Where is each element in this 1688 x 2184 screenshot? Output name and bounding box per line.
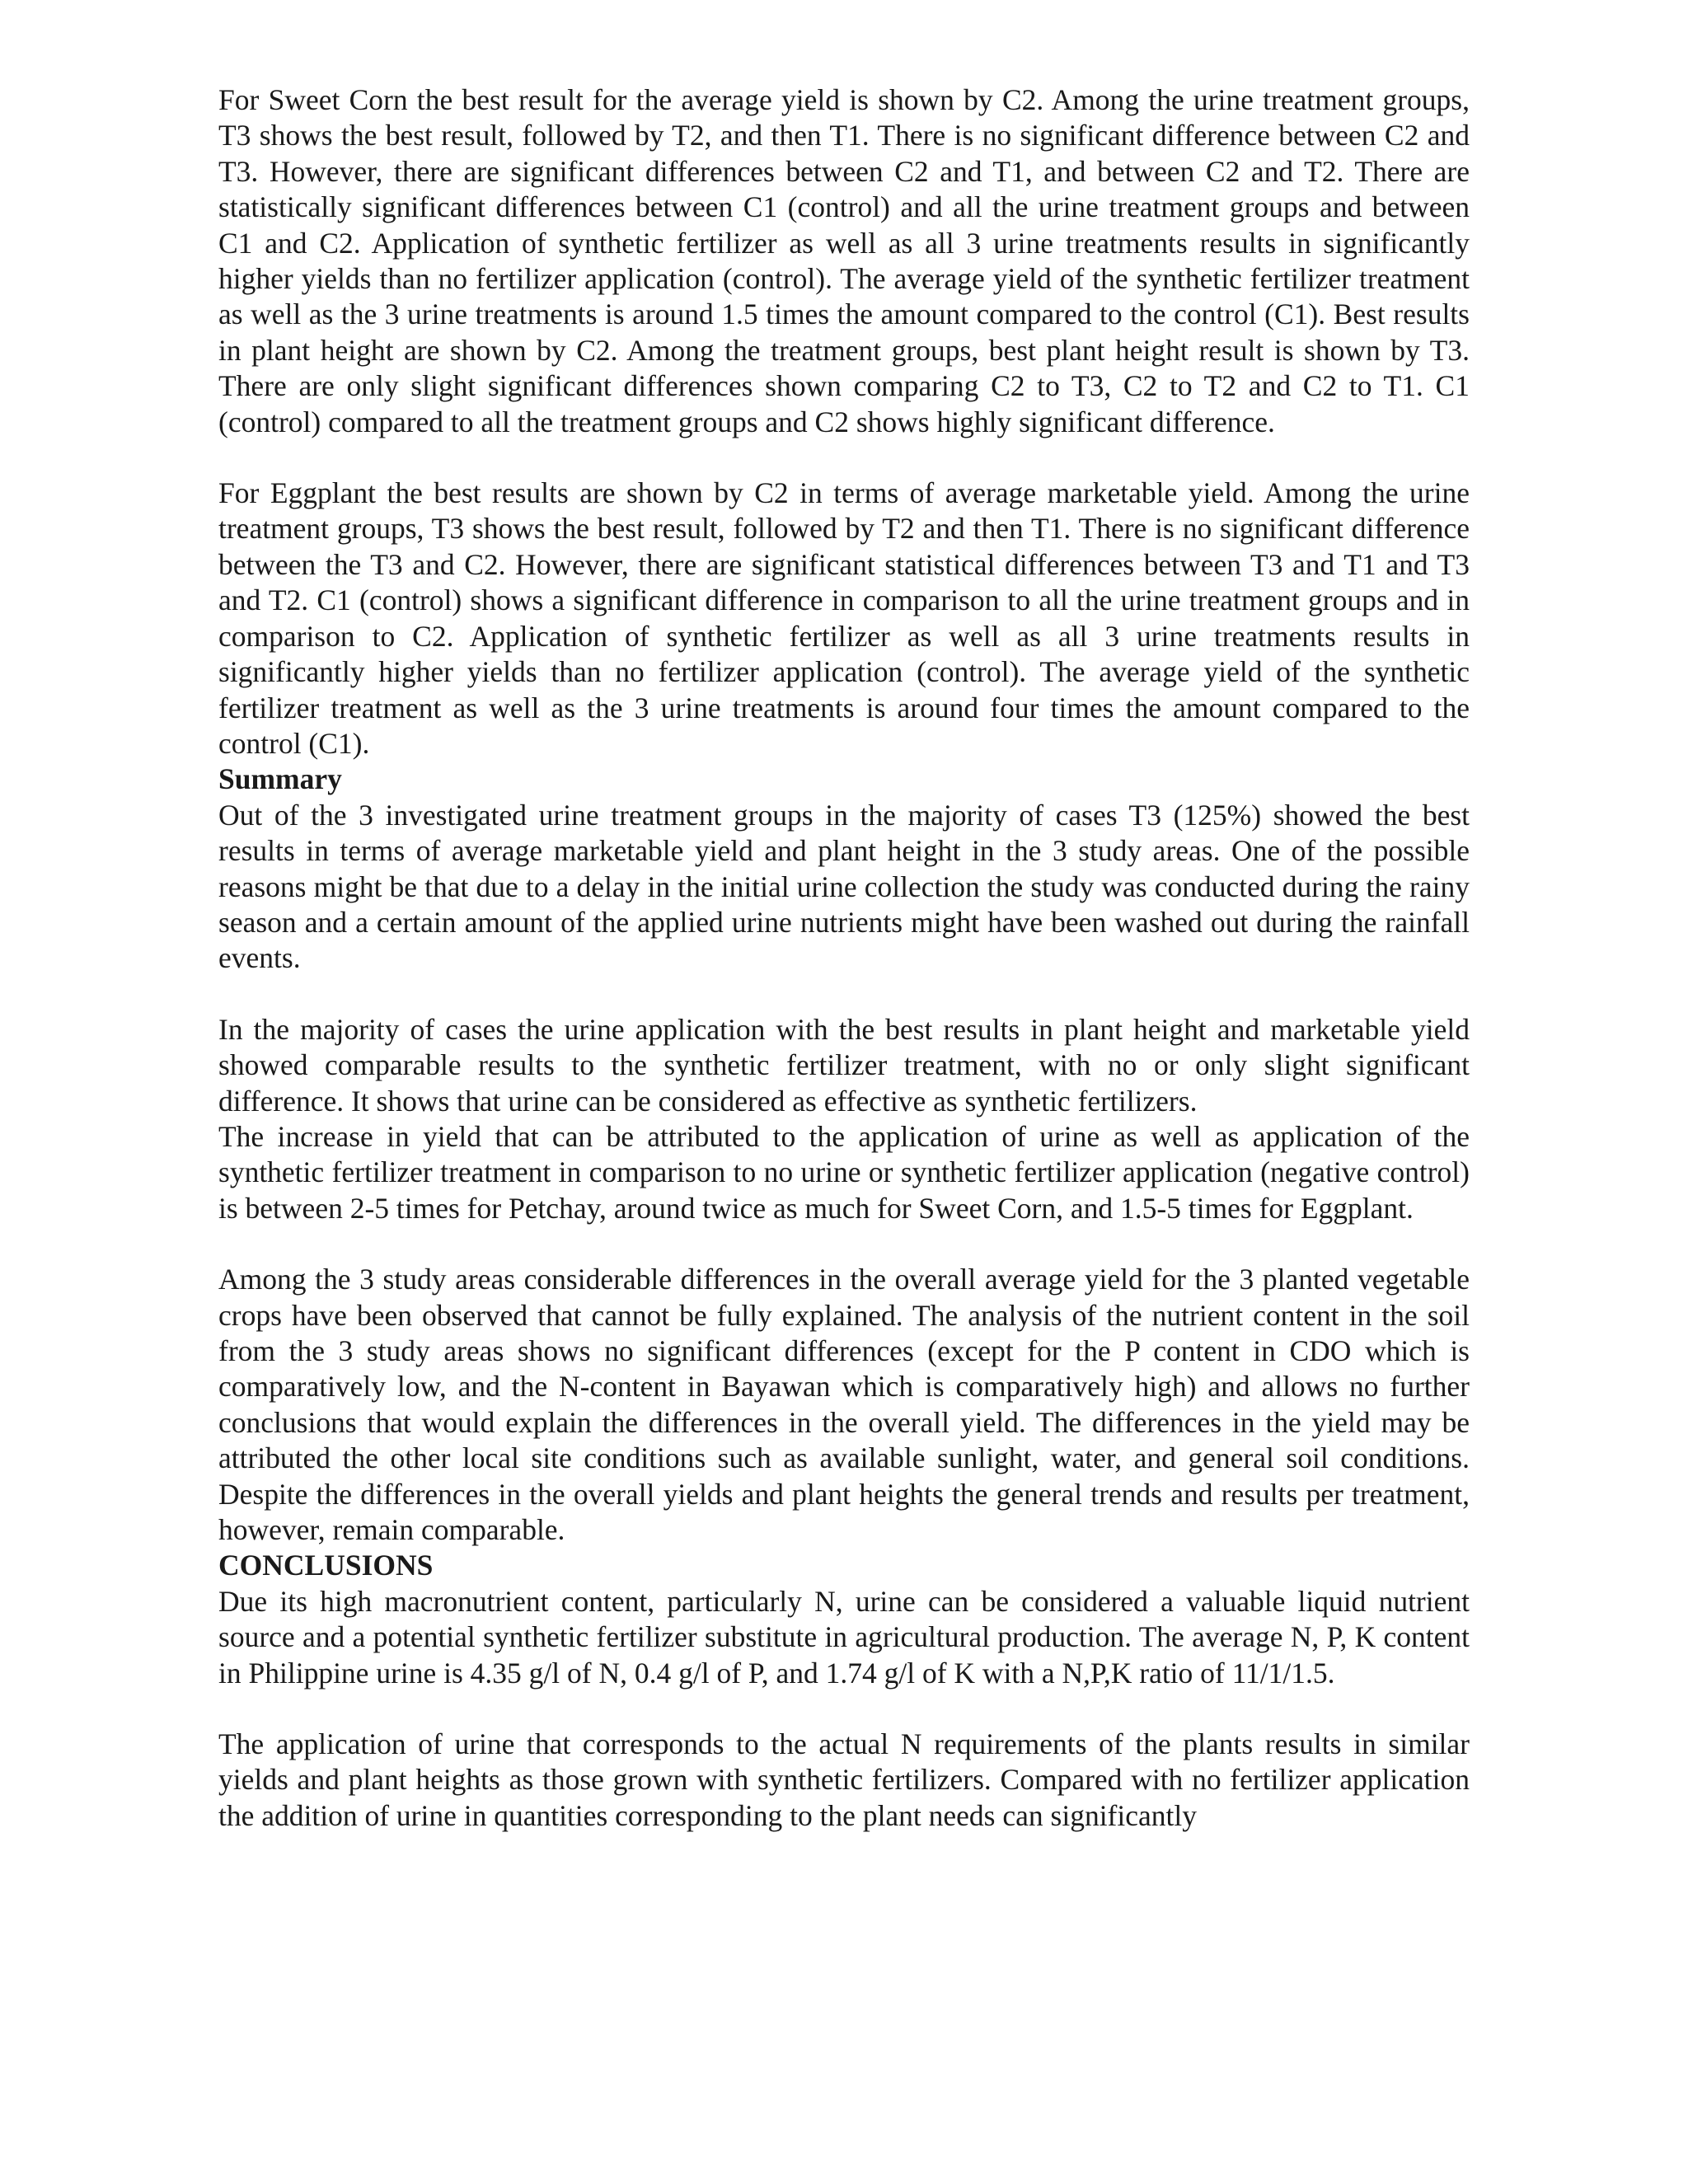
summary-heading: Summary — [218, 762, 342, 796]
conclusions-paragraph-1: Due its high macronutrient content, particularly N, urine can be considered a valuable liquid nutrient source and a potential synthetic fertilizer substitute in agricultural production. The average N, P, K content in Philippine urine is 4.35 g/l of N, 0.4 g/l of P, and 1.74 g/l of K with a N,P,K ratio of 11/1/1.5. — [218, 1584, 1470, 1690]
summary-paragraph-2: In the majority of cases the urine application with the best results in plant height and marketable yield showed comparable results to the synthetic fertilizer treatment, with no or only slight significant difference. It shows that urine can be considered as effective as synthetic fertilizers. — [218, 1012, 1470, 1118]
summary-paragraph-1: Out of the 3 investigated urine treatment groups in the majority of cases T3 (125%) showed the best results in terms of average marketable yield and plant height in the 3 study areas. One of the possible reasons might be that due to a delay in the initial urine collection the study was conducted during the rainy season and a certain amount of the applied urine nutrients might have been washed out during the rainfall events. — [218, 798, 1470, 975]
document-page — [218, 82, 1470, 1834]
sweet-corn-paragraph: For Sweet Corn the best result for the average yield is shown by C2. Among the urine treatment groups, T3 shows the best result, followed by T2, and then T1. There is no significant difference between C2 and T3. However, there are significant differences between C2 and T1, and between C2 and T2. There are statistically significant differences between C1 (control) and all the urine treatment groups and between C1 and C2. Application of synthetic fertilizer as well as all 3 urine treatments results in significantly higher yields than no fertilizer application (control). The average yield of the synthetic fertilizer treatment as well as the 3 urine treatments is around 1.5 times the amount compared to the control (C1). Best results in plant height are shown by C2. Among the treatment groups, best plant height result is shown by T3. There are only slight significant differences shown comparing C2 to T3, C2 to T2 and C2 to T1. C1 (control) compared to all the treatment groups and C2 shows highly significant difference. — [218, 83, 1470, 438]
conclusions-paragraph-2: The application of urine that corresponds to the actual N requirements of the plants results in similar yields and plant heights as those grown with synthetic fertilizers. Compared with no fertilizer application the addition of urine in quantities corresponding to the plant needs can significantly — [218, 1727, 1470, 1832]
summary-paragraph-3: The increase in yield that can be attributed to the application of urine as well as application of the synthetic fertilizer treatment in comparison to no urine or synthetic fertilizer application (negative control) is between 2-5 times for Petchay, around twice as much for Sweet Corn, and 1.5-5 times for Eggplant. — [218, 1119, 1470, 1225]
conclusions-heading: CONCLUSIONS — [218, 1549, 434, 1582]
summary-paragraph-4: Among the 3 study areas considerable differences in the overall average yield for the 3 planted vegetable crops have been observed that cannot be fully explained. The analysis of the nutrient content in the soil from the 3 study areas shows no significant differences (except for the P content in CDO which is comparatively low, and the N-content in Bayawan which is comparatively high) and allows no further conclusions that would explain the differences in the overall yield. The differences in the yield may be attributed the other local site conditions such as available sunlight, water, and general soil conditions. Despite the differences in the overall yields and plant heights the general trends and results per treatment, however, remain comparable. — [218, 1263, 1470, 1547]
eggplant-paragraph: For Eggplant the best results are shown by C2 in terms of average marketable yield. Among the urine treatment groups, T3 shows the best result, followed by T2 and then T1. There is no significant difference between the T3 and C2. However, there are significant statistical differences between T3 and T1 and T3 and T2. C1 (control) shows a significant difference in comparison to all the urine treatment groups and in comparison to C2. Application of synthetic fertilizer as well as all 3 urine treatments results in significantly higher yields than no fertilizer application (control). The average yield of the synthetic fertilizer treatment as well as the 3 urine treatments is around four times the amount compared to the control (C1). — [218, 476, 1470, 760]
